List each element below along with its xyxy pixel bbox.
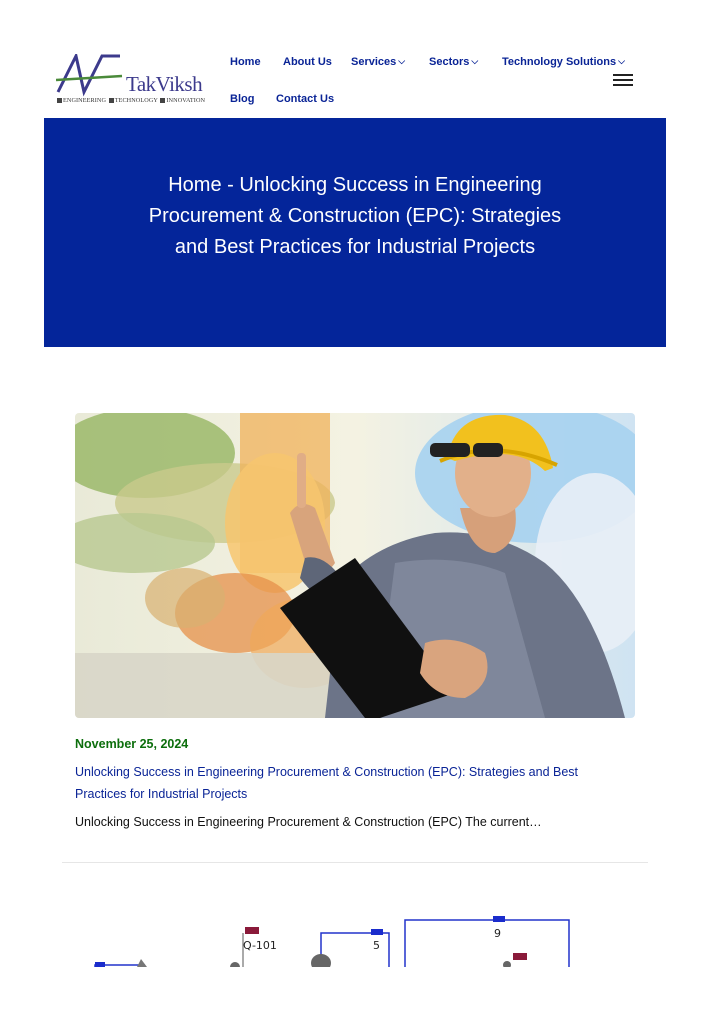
nav-technology-solutions[interactable]: Technology Solutions ⌵ bbox=[502, 56, 625, 68]
post-featured-image[interactable] bbox=[75, 413, 635, 718]
hamburger-icon[interactable] bbox=[613, 74, 633, 86]
chevron-down-icon: ⌵ bbox=[618, 56, 625, 66]
post-excerpt: Unlocking Success in Engineering Procurement & Construction (EPC) The current… bbox=[75, 815, 542, 829]
site-header bbox=[44, 40, 666, 118]
nav-blog[interactable]: Blog bbox=[230, 93, 255, 105]
nav-sectors[interactable]: Sectors ⌵ bbox=[429, 56, 479, 68]
diagram-label-9: 9 bbox=[494, 927, 501, 940]
page-hero bbox=[44, 118, 666, 347]
diagram-label-5: 5 bbox=[373, 939, 380, 952]
logo-name: TakViksh bbox=[126, 72, 203, 96]
nav-services[interactable]: Services ⌵ bbox=[351, 56, 406, 68]
post-title-link[interactable]: Unlocking Success in Engineering Procurement & Construction (EPC): Strategies and Best Practices for Industrial Projects bbox=[75, 765, 579, 801]
site-logo[interactable] bbox=[56, 54, 206, 108]
nav-home[interactable]: Home bbox=[230, 56, 261, 68]
nav-contact-us[interactable]: Contact Us bbox=[276, 93, 335, 105]
page-title: Home - Unlocking Success in Engineering Procurement & Construction (EPC): Strategies and Best Practices for Industrial Projects bbox=[148, 174, 562, 258]
chevron-down-icon: ⌵ bbox=[471, 56, 479, 66]
post-divider bbox=[62, 862, 648, 863]
post-date: November 25, 2024 bbox=[75, 737, 189, 751]
logo-mark-icon bbox=[56, 54, 126, 98]
diagram-label-q101: Q-101 bbox=[243, 939, 277, 952]
next-post-image[interactable] bbox=[75, 905, 635, 967]
nav-about-us[interactable]: About Us bbox=[283, 56, 332, 68]
chevron-down-icon: ⌵ bbox=[398, 56, 406, 66]
logo-tagline: ENGINEERING TECHNOLOGY INNOVATION bbox=[56, 97, 205, 104]
